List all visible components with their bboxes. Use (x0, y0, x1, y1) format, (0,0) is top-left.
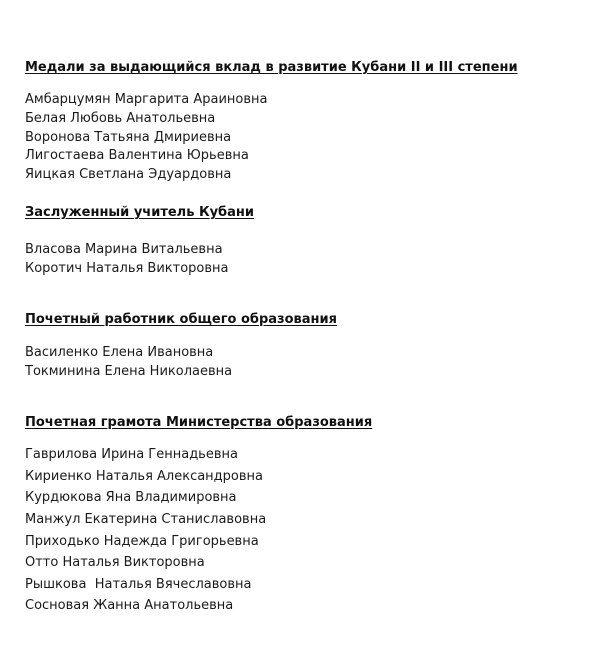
list-item: Приходько Надежда Григорьевна (25, 534, 259, 549)
list-item: Власова Марина Витальевна (25, 242, 223, 257)
list-item: Сосновая Жанна Анатольевна (25, 598, 234, 613)
list-item: Яицкая Светлана Эдуардовна (25, 167, 232, 182)
list-item: Манжул Екатерина Станиславовна (25, 512, 267, 527)
list-item: Токминина Елена Николаевна (25, 364, 233, 379)
section-heading-honored-teacher: Заслуженный учитель Кубани (25, 205, 254, 220)
list-item: Отто Наталья Викторовна (25, 555, 205, 570)
section-heading-honorary-worker: Почетный работник общего образования (25, 312, 337, 327)
list-item: Белая Любовь Анатольевна (25, 111, 216, 126)
list-item: Амбарцумян Маргарита Араиновна (25, 92, 268, 107)
list-item: Воронова Татьяна Дмириевна (25, 130, 232, 145)
list-item: Курдюкова Яна Владимировна (25, 490, 237, 505)
list-item: Василенко Елена Ивановна (25, 345, 214, 360)
list-item: Гаврилова Ирина Геннадьевна (25, 447, 238, 462)
list-item: Коротич Наталья Викторовна (25, 261, 229, 276)
list-item: Лигостаева Валентина Юрьевна (25, 148, 249, 163)
section-heading-medals: Медали за выдающийся вклад в развитие Кубани II и III степени (25, 60, 518, 75)
list-item: Рышкова Наталья Вячеславовна (25, 577, 252, 592)
list-item: Кириенко Наталья Александровна (25, 469, 264, 484)
section-heading-certificate: Почетная грамота Министерства образования (25, 415, 373, 430)
